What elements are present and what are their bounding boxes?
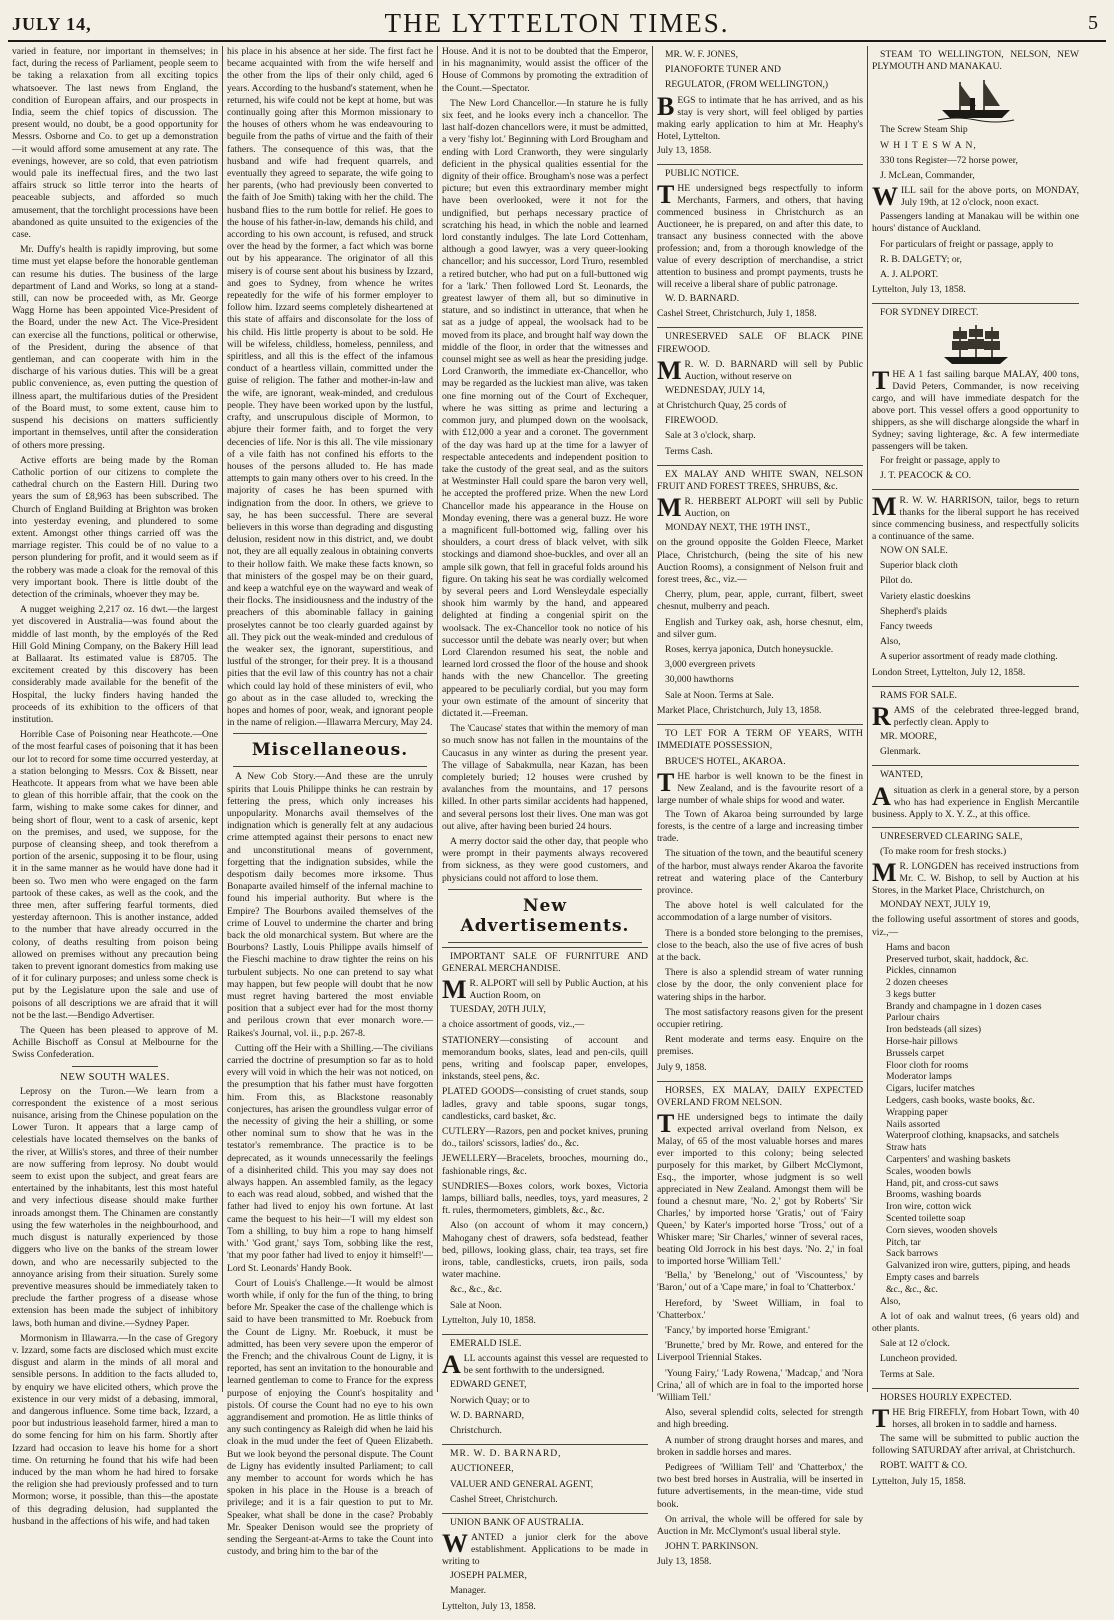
advert-barnard-auctioneer xyxy=(442,1444,648,1513)
advert-text: For particulars of freight or passage, apply to xyxy=(880,238,1054,250)
drop-cap: M xyxy=(442,975,467,1005)
advert-body: EGS to intimate that he has arrived, and as his stay is very short, will feel obliged by parties making early application to him at Mr. Heaphy's Hotel, Lyttelton. xyxy=(657,94,863,142)
advert-signature: JOHN T. PARKINSON. xyxy=(665,1541,759,1553)
drop-cap: M xyxy=(872,858,897,888)
advert-body: HE A 1 fast sailing barque MALAY, 400 tons, David Peters, Commander, is now receiving cargo, and will have immediate despatch for the above port. This vessel offers a good opportunity to shippers, as she will discharge alongside the wharf in Sydney; saving lighterage, &c. A few intermediate passengers will be taken. xyxy=(872,368,1079,452)
drop-cap: R xyxy=(872,702,891,732)
goods-list-item: Horse-hair pillows xyxy=(886,1036,958,1048)
advert-title: HORSES HOURLY EXPECTED. xyxy=(880,1391,1012,1403)
advert-harrison-tailor xyxy=(872,489,1079,686)
advert-clearing-sale xyxy=(872,827,1079,1388)
goods-list-item: Iron wire, cotton wick xyxy=(886,1201,972,1213)
article-paragraph: A nugget weighing 2,217 oz. 16 dwt.—the largest yet discovered in Australia—was found about the middle of last month, by the employés of the Red Hill Gold Mining Company, on the Bakery Hill lead at Ballaarat. Its estimated value is £8705. The excitement created by this discovery has been considerably made available for the benefit of the Hospital, the lucky finders having handed the proceeds of its exhibition to the officers of that institution. xyxy=(12,604,218,725)
advert-emerald-isle xyxy=(442,1334,648,1444)
advert-text: Terms Cash. xyxy=(665,445,713,457)
drop-cap: T xyxy=(872,365,890,395)
goods-list-item: 3 kegs butter xyxy=(886,988,936,1000)
advert-signature: Manager. xyxy=(450,1585,486,1597)
article-paragraph: Mr. Duffy's health is rapidly improving, but some time must yet elapse before the honorable gentleman can resume his duties. The business of the large department of Land and Works, so long at a stand-still, can now be proceeded with, as Mr. George Wagg Horne has been appointed Vice-President of the Board, under the new Act. The Vice-President can exercise all the functions, political or otherwise, of the President, during the absence of that gentleman, and can cooperate with him in the discharge of his various duties. This will be a great public convenience, as, even putting the question of illness apart, the multifarious duties of the President of the Board must, to some extent, cause him to suspend his decisions on matters sufficiently important in themselves, until after the consideration of others more pressing. xyxy=(12,244,218,451)
ship-name: W H I T E S W A N, xyxy=(880,139,977,151)
steamship-icon xyxy=(936,76,1016,122)
article-paragraph: Active efforts are being made by the Roman Catholic portion of our citizens to complete the cathedral church on the Eastern Hill. During two years the sum of £8,963 has been subscribed. The Church of England Building at Brighton was broken into yesterday evening, and plundered to some extent. Amongst other things carried off was the marriage register. This could be of no value to a person plundering for profit, and it would seem as if the robbery was made a cloak for the removal of this very important book. There is little doubt of the detection of the criminals, whoever they may be. xyxy=(12,454,218,600)
divider xyxy=(233,733,427,734)
drop-cap: B xyxy=(657,91,675,121)
advert-body: HE undersigned begs respectfully to inform Merchants, Farmers, and others, that having commenced business in Christchurch as an Auctioneer, he is prepared, on and after this date, to transact any business connected with the above profession; and, from a thorough knowledge of the value of every description of merchandise, a strict attention to business and prompt payments, trusts he will receive a liberal share of public patronage. xyxy=(657,183,863,291)
advert-text: Sale at Noon. Terms at Sale. xyxy=(665,689,774,701)
advert-date: TUESDAY, 20TH JULY, xyxy=(450,1004,546,1016)
advert-text: PIANOFORTE TUNER AND xyxy=(665,64,781,76)
drop-cap: M xyxy=(657,493,682,523)
article-paragraph: The 'Caucase' states that within the memory of man so much snow has not fallen in the mountains of the Caucasus in any winter as during the present year. The village of Sabakmulla, near Kazan, has been completely buried; 12 houses were crushed by avalanches from the mountains, and 17 persons killed. In other parts similar accidents had happened, and several persons lost their lives. One man was got out alive, after having been buried 24 hours. xyxy=(442,723,648,832)
goods-list-item: Brussels carpet xyxy=(886,1047,945,1059)
section-heading-miscellaneous: Miscellaneous. xyxy=(251,740,409,761)
article-paragraph: A New Cob Story.—And these are the unruly spirits that Louis Philippe thinks he can restrain by fettering the press, which only increases his unpopularity. Monarchs avail themselves of the indignation which is generally felt at any audacious crime attempted against their persons to enact new and unconstitutional means of government, forgetting that the indignation subsides, while the despotism daily becomes more irksome. Thus Bonaparte availed himself of the infernal machine to found his imperial authority. But where is the Empire? The Bourbons availed themselves of the crime of Louvel to undermine the charter and bring back the old monarchical system. But where are the Bourbons? Lastly, Louis Philippe avails himself of the Fieschi machine to draw tighter the reins on his turbulent subjects. No one can pretend to say what may happen, but few people will doubt that he now must regret having bartered the most enviable position that a subject ever had for the most thorny and perilous crown that ever monarch wore.—Raikes's Journal, vol. ii., p.p. 267-8. xyxy=(227,771,433,1039)
advert-text: on the ground opposite the Golden Fleece, Market Place, Christchurch, (being the site of his new Auction Rooms), a consignment of Nelson fruit and forest trees, &c., viz.— xyxy=(657,537,863,586)
column-grid xyxy=(8,46,1106,1612)
advert-text: Hereford, by 'Sweet William, in foal to 'Chatterbox.' xyxy=(657,1297,863,1321)
advert-text: On arrival, the whole will be offered for sale by Auction in Mr. McClymont's usual liberal style. xyxy=(657,1513,863,1538)
goods-list-item: Moderator lamps xyxy=(886,1071,952,1083)
advert-title: HORSES, EX MALAY, DAILY EXPECTED OVERLAND FROM NELSON. xyxy=(657,1084,863,1108)
article-paragraph: Horrible Case of Poisoning near Heathcote.—One of the most fearful cases of poisoning that it has been our lot to record for some time occurred yesterday, at a station belonging to Messrs. Cox & Bissett, near Heathcote. It appears from what we have been able to glean of this horrible affair, that the cook on the farm, wishing to make some cakes for dinner, and being short of flour, went to a cask of arsenic, kept on the premises, and used, we suppose, for the purpose of cleansing sheep, and took therefrom a portion of the arsenic, supposing it to be flour, using it in the same manner as he would have done had it been so. Two men who were engaged on the farm partook of these cakes, as well as the cook, and the three men, after suffering fearful torments, died yesterday afternoon. This is another instance, added to the number that have already occurred in the colony, of deaths resulting from poison being allowed on premises without any precaution being taken to prevent ignorant domestics from making use of it for culinary purposes; and unless some check is put by the Legislature upon the sale and use of poisons of all descriptions we are afraid that it will not be the last.—Bendigo Advertiser. xyxy=(12,729,218,1021)
drop-cap: M xyxy=(872,492,897,522)
goods-list-item: Pickles, cinnamon xyxy=(886,965,957,977)
advert-text: A number of strong draught horses and mares, and broken in saddle horses and mares. xyxy=(657,1434,863,1458)
advert-body: R. W. D. BARNARD will sell by Public Auction, without reserve on xyxy=(684,358,863,382)
advert-date: WEDNESDAY, JULY 14, xyxy=(665,384,765,396)
drop-cap: A xyxy=(872,781,891,811)
advert-text: Terms at Sale. xyxy=(880,1368,935,1380)
advert-text: Sale at 12 o'clock. xyxy=(880,1338,950,1350)
advert-body: HE Brig FIREFLY, from Hobart Town, with 40 horses, all broken in to saddle and harness. xyxy=(892,1407,1079,1431)
advert-item: Roses, kerrya japonica, Dutch honeysuckle. xyxy=(665,644,834,656)
advert-title: UNION BANK OF AUSTRALIA. xyxy=(450,1516,584,1528)
advert-text: at Christchurch Quay, 25 cords of xyxy=(657,400,787,412)
article-paragraph: House. And it is not to be doubted that the Emperor, in his magnanimity, would assist the officer of the House of Commons by promoting the extradition of the Count.—Spectator. xyxy=(442,46,648,94)
advert-text: REGULATOR, (FROM WELLINGTON,) xyxy=(665,79,829,91)
advert-signature: JOSEPH PALMER, xyxy=(450,1570,527,1582)
advert-body: R. ALPORT will sell by Public Auction, at his Auction Room, on xyxy=(469,978,648,1002)
advert-item: Superior black cloth xyxy=(880,560,958,572)
goods-list-item: Preserved turbot, skait, haddock, &c. xyxy=(886,953,1029,965)
advert-text: 330 tons Register—72 horse power, xyxy=(880,154,1018,166)
advert-title: FOR SYDNEY DIRECT. xyxy=(880,307,979,319)
drop-cap: T xyxy=(872,1404,890,1434)
advert-title: EX MALAY AND WHITE SWAN, NELSON FRUIT AND FOREST TREES, SHRUBS, &c. xyxy=(657,468,863,493)
advert-title: STEAM TO WELLINGTON, NELSON, NEW PLYMOUTH AND MANAKAU. xyxy=(872,49,1079,73)
page-number: 5 xyxy=(1088,12,1098,34)
advert-title: RAMS FOR SALE. xyxy=(880,689,958,701)
goods-list-item: Floor cloth for rooms xyxy=(886,1059,969,1071)
advert-item: JEWELLERY—Bracelets, brooches, mourning do., fashionable rings, &c. xyxy=(442,1153,648,1177)
drop-cap: A xyxy=(442,1350,461,1380)
advert-text: Luncheon provided. xyxy=(880,1353,958,1365)
goods-list-item: Sack barrows xyxy=(886,1248,938,1260)
advert-text: The above hotel is well calculated for the accommodation of a large number of visitors. xyxy=(657,900,863,924)
advert-body: LL accounts against this vessel are requested to be sent forthwith to the undersigned. xyxy=(463,1353,648,1377)
advert-item: Pilot do. xyxy=(880,575,913,587)
advert-text: Cashel Street, Christchurch. xyxy=(450,1493,558,1505)
goods-list-item: Corn sieves, wooden shovels xyxy=(886,1224,998,1236)
goods-list-item: Wrapping paper xyxy=(886,1106,948,1118)
goods-list-item: Cigars, lucifer matches xyxy=(886,1083,975,1095)
advert-text: 'Brunette,' bred by Mr. Rowe, and entered for the Liverpool Triennial Stakes. xyxy=(657,1340,863,1364)
advert-sydney-direct xyxy=(872,303,1079,489)
drop-cap: W xyxy=(442,1529,468,1559)
goods-list xyxy=(872,942,1079,1296)
advert-dateline: July 13, 1858. xyxy=(657,1556,712,1568)
article-paragraph: The New Lord Chancellor.—In stature he is fully six feet, and he looks every inch a chancellor. The last half-dozen chancellors were, it must be admitted, a very 'fishy lot.' Beginning with Lord Brougham and ending with Lord Cranworth, they were singularly deficient in the physical qualities essential for the dignity of their office. Brougham's nose was a perfect picture; but even this extraordinary member might have been overlooked, were it not for the undignified, but perhaps necessary practice of scratching his head, in which the noble and learned lord constantly indulges. The late Lord Cottenham, although a good lawyer, was a very queer-looking chancellor; and his successor, Lord Truro, resembled a retired butcher, who had put on a full-buttoned wig for a 'lark.' Then followed Lord St. Leonards, the greatest lawyer of them all, but so diminutive in stature, and so indistinct in utterance, that when he sat as a judge of appeal, the woolsack had to be moved from its place, and brought half way down the middle of the floor, in order that the witnesses and counsel might see as well as hear the presiding judge. Lord Cranworth, the immediate ex-Chancellor, who may be regarded as the luckiest man alive, was taken one fine morning out of the Court of Exchequer, where he was sitting as prime and lecturing a common jury, and plumped down on the woolsack, with £12,000 a year and a coronet. The government of the day was hard up at the time for a lawyer of respectable antecedents and independent position to take the custody of the great seal, and as the suitors at Westminster Hall could spare the baron very well, he accepted the proffered prize. When the new Lord Chancellor made his appearance in the House on Monday evening, there was a general buzz. He wore a magnificent full-bottomed wig, falling over his shoulders, a court dress of black velvet, with silk stockings and diamond shoe-buckles, and over all an ample silk gown, that fell in graceful folds around his figure. On taking his seat he was cordially welcomed by several peers and Lord Wensleydale especially shook him warmly by the hand, and appeared delighted at finding a congenial spirit on the woolsack. The ex-Chancellor took no notice of his successor until the debate was nearly over; but when Lord Clarendon resumed his seat, the noble and learned lord crossed the floor of the house and shook hands with the new Chancellor. The greeting appeared to be peculiarly cordial, but you may form your own estimate of the amount of sincerity that dictated it.—Freeman. xyxy=(442,97,648,719)
advert-text: For freight or passage, apply to xyxy=(880,454,1000,466)
goods-list-item: 2 dozen cheeses xyxy=(886,977,948,989)
advert-signature: R. B. DALGETY; or, xyxy=(880,253,962,265)
advert-text: 'Bella,' by 'Benelong,' out of 'Viscountess,' by 'Baron,' out of a 'Cape mare,' in foal to 'Chatterbox.' xyxy=(657,1270,863,1294)
advert-title: MR. W. D. BARNARD, xyxy=(450,1448,562,1460)
advert-body: situation as clerk in a general store, by a person who has had experience in English Mercantile business. Apply to X. Y. Z., at this office. xyxy=(872,784,1079,820)
advert-date: MONDAY NEXT, JULY 19, xyxy=(880,899,991,911)
advert-title: UNRESERVED CLEARING SALE, xyxy=(880,830,1023,842)
goods-list-item: Hams and bacon xyxy=(886,941,950,953)
advert-dateline: Market Place, Christchurch, July 13, 1858. xyxy=(657,704,822,716)
advert-rams-for-sale xyxy=(872,686,1079,766)
goods-list-item: Parlour chairs xyxy=(886,1012,940,1024)
advert-text: The same will be submitted to public auction the following SATURDAY after arrival, at Christchurch. xyxy=(872,1433,1079,1457)
advert-date: MONDAY NEXT, THE 19TH INST., xyxy=(665,522,811,534)
advert-body: ANTED a junior clerk for the above establishment. Applications to be made in writing to xyxy=(442,1532,648,1568)
article-paragraph: his place in his absence at her side. The first fact he became acquainted with from the wife herself and the other from the lips of their only child, aged 6 years. According to the husband's statement, when he returned, his wife could not be kept at home, but was continually going after this Mormon missionary to the houses of others whom he was endeavouring to beguile from the paths of virtue and the faith of their fathers. The consequence of this was, that the husband and wife had frequent quarrels, and eventually they agreed to separate, the wife going to her parents, (who had previously been converted to the faith of Joe Smith) taking with her the child. The husband flies to the rum bottle for relief. He goes to the house of his father-in-law, demands his child, and according to his own account, is refused, and struck over the head by the former, a fact which was borne out by his appearance. The originator of all this misery is of course sent about his business by Izzard, and goes to Sydney, from whence he writes repeatedly for the wife of his former employer to follow him. Izzard seems completely disheartened at this state of affairs and disconsolate for the loss of his child. His little property is about to be sold. He will be wifeless, childless, homeless, penniless, and spiritless, and all this is the effect of the infamous conduct of a heartless villain, committed under the guise of religion. The father and mother-in-law and the wife, are ignorant, weak-minded, and credulous people. They have been worked upon by the lustful, crafty, and unscrupulous disciple of Mormon, to abjure their former faith, and to forget the very decencies of life. Nor is this all. The vile missionary of a vile faith has not confined his efforts to the houses of the persons alluded to. He has made attempts to gain many others over to his creed. In the majority of cases he has been spurned with indignation from the door. In others, we grieve to say, he has been successful. There are several believers in this worse than degrading and disgusting delusion, resident now in this district, and, we doubt not, they are all equally zealous in obtaining converts to their hollow faith. We make these facts known, so that ministers of the gospel may be on their guard, and keep a watchful eye on the wayward and weak of their flocks. The insidiousness and the industry of the preachers of this abominable fallacy in gaining proselytes cannot be too clearly guarded against by all. They pick out the weak-minded and credulous of the weaker sex, the ignorant, superstitious, and lustful of the stronger, for their prey. It is a thousand pities that the evil law of this country has not a chair which could lay hold of these ministers of evil, who go about as in the case alluded to, wrecking the hopes and homes of poor, weak, and ignorant people in the name of religion.—Illawarra Mercury, May 24. xyxy=(227,46,433,729)
column-2 xyxy=(223,46,438,1558)
advert-dateline: London Street, Lyttelton, July 12, 1858. xyxy=(872,666,1026,678)
column-5 xyxy=(868,46,1083,1487)
advert-signature: Norwich Quay; or to xyxy=(450,1394,530,1406)
goods-list-item: &c., &c., &c. xyxy=(886,1283,938,1295)
goods-list-item: Galvanized iron wire, gutters, piping, and heads xyxy=(886,1260,1071,1272)
advert-text: The Screw Steam Ship xyxy=(880,124,968,136)
advert-text: A superior assortment of ready made clothing. xyxy=(880,651,1058,663)
advert-title: MR. W. F. JONES, xyxy=(665,49,739,60)
advert-firewood-sale xyxy=(657,327,863,464)
advert-signature: W. D. BARNARD. xyxy=(665,293,740,305)
advert-body: R. LONGDEN has received instructions from Mr. C. W. Bishop, to sell by Auction at his Stores, in the Market Place, Christchurch, on xyxy=(872,861,1079,897)
advert-signature: EDWARD GENET, xyxy=(450,1379,527,1391)
advert-text: FIREWOOD. xyxy=(665,415,719,427)
advert-text: Sale at Noon. xyxy=(450,1299,502,1311)
advert-subheading: NOW ON SALE. xyxy=(880,545,948,557)
goods-list-item: Straw hats xyxy=(886,1142,927,1154)
advert-signature: Glenmark. xyxy=(880,746,921,758)
advert-item: Shepherd's plaids xyxy=(880,605,948,617)
advert-dateline: Lyttelton, July 13, 1858. xyxy=(442,1600,536,1612)
article-paragraph: A merry doctor said the other day, that people who were prompt in their payments always recovered from sickness, as they were good customers, and physicians could not afford to lose them. xyxy=(442,836,648,884)
advert-title: EMERALD ISLE. xyxy=(450,1338,522,1350)
advert-signature: ROBT. WAITT & CO. xyxy=(880,1460,968,1472)
advert-dateline: Lyttelton, July 15, 1858. xyxy=(872,1475,966,1487)
advert-item: Variety elastic doeskins xyxy=(880,590,971,602)
goods-list-item: Scales, wooden bowls xyxy=(886,1165,971,1177)
advert-text: Passengers landing at Manakau will be within one hours' distance of Auckland. xyxy=(872,211,1079,235)
advert-signature: Christchurch. xyxy=(450,1424,502,1436)
section-heading-new-advertisements: New Advertisements. xyxy=(460,895,630,936)
advert-title: UNRESERVED SALE OF BLACK PINE FIREWOOD. xyxy=(657,331,863,355)
goods-list-item: Hand, pit, and cross-cut saws xyxy=(886,1177,999,1189)
advert-steam-white-swan xyxy=(872,46,1079,303)
advert-text: &c., &c., &c. xyxy=(450,1284,502,1296)
advert-text: There is also a splendid stream of water running close by the door, the only convenient place for watering ships in the harbor. xyxy=(657,967,863,1003)
advert-dateline: Cashel Street, Christchurch, July 1, 1858. xyxy=(657,308,817,320)
issue-date: JULY 14, xyxy=(12,14,92,34)
sailing-ship-icon xyxy=(938,323,1014,367)
advert-jones-piano-tuner xyxy=(657,46,863,164)
advert-signature: MR. MOORE, xyxy=(880,731,937,743)
advert-dateline: Lyttelton, July 13, 1858. xyxy=(872,284,966,296)
advert-subtitle: BRUCE'S HOTEL, AKAROA. xyxy=(665,755,786,767)
article-paragraph: Court of Louis's Challenge.—It would be almost worth while, if only for the fun of the thing, to bring before Mr. Speaker the case of the challenge which is said to have been transmitted to Mr. Roebuck from the Count de Ligny. Mr. Roebuck, it must be admitted, has been very severe upon the emperor of the French; and the chivalrous Count de Ligny, it is reported, has sent an invitation to the honourable and learned gentleman to come to France for the express purpose of enjoying the Count's hospitality and pistols. Of course the Count had no eye to his own aggrandisement and promotion. He as little thinks of any such contingency as Raleigh did when he laid his cloak in the mud under the feet of Queen Elizabeth. But we look beyond the personal dispute. The Count de Ligny has evidently insulted Parliament; to call any member to account for words which he has spoken in his place in the House is a breach of privilege; and it is a fair question to put to Mr. Speaker, what shall be done in the case? Probably Mr. Speaker Denison would see the propriety of sending the Sergeant-at-Arms to take the Count into custody, and bring him to the bar of the xyxy=(227,1277,433,1558)
goods-list-item: Brooms, washing boards xyxy=(886,1189,982,1201)
advert-signature: J. T. PEACOCK & CO. xyxy=(880,469,972,481)
advert-text: A lot of oak and walnut trees, (6 years old) and other plants. xyxy=(872,1310,1079,1335)
masthead xyxy=(8,6,1106,42)
advert-text: 'Fancy,' by imported horse 'Emigrant.' xyxy=(665,1324,810,1336)
advert-item: Fancy tweeds xyxy=(880,621,933,633)
advert-text: The situation of the town, and the beautiful scenery of the harbor, must always render Akaroa the favorite retreat and watering place of the Canterbury province. xyxy=(657,848,863,896)
advert-text: 'Young Fairy,' 'Lady Rowena,' 'Madcap,' and 'Nora Crina,' all of which are in foal to the imported horse 'William Tell.' xyxy=(657,1367,863,1403)
drop-cap: T xyxy=(657,767,675,797)
advert-body: R. W. W. HARRISON, tailor, begs to return thanks for the liberal support he has received since commencing business, and respectfully solicits a continuance of the same. xyxy=(872,495,1079,543)
advert-bruces-hotel xyxy=(657,724,863,1081)
advert-signature: W. D. BARNARD, xyxy=(450,1409,525,1421)
section-heading: NEW SOUTH WALES. xyxy=(60,1071,170,1083)
column-1 xyxy=(8,46,223,1527)
advert-subtitle: (To make room for fresh stocks.) xyxy=(880,845,1007,857)
divider xyxy=(72,1066,158,1067)
drop-cap: M xyxy=(657,355,682,385)
advert-union-bank xyxy=(442,1513,648,1620)
advert-text: Rent moderate and terms easy. Enquire on the premises. xyxy=(657,1034,863,1058)
advert-text: Also, several splendid colts, selected for strength and high breeding. xyxy=(657,1407,863,1431)
goods-list-item: Iron bedsteads (all sizes) xyxy=(886,1024,982,1036)
advert-text: Also, xyxy=(880,1295,901,1307)
advert-body: R. HERBERT ALPORT will sell by Public Auction, on xyxy=(684,496,863,520)
article-paragraph: Cutting off the Heir with a Shilling.—The civilians carried the doctrine of presumption so far as to hold every will void in which the heir was not noticed, on the presumption that his father must have forgotten him. From this, as Blackstone reasonably conjectures, has arisen the groundless vulgar error of the necessity of giving the heir a shilling, or some other nominal sum to show that he was in the testator's remembrance. The practice is to be deprecated, as it wounds unnecessarily the feelings of a disinherited child. This you may say does not always happen. An assembled family, as the legacy to each was read aloud, sobbed, and wished that the father had lived to enjoy his own fortune. At last came the bequest to his heir—'I will my eldest son Tom a shilling, to buy him a rope to hang himself with.' 'God grant,' says Tom, sobbing like the rest, 'that my poor father had lived to enjoy it himself!'—Lord St. Leonards' Handy Book. xyxy=(227,1042,433,1274)
advert-body: HE undersigned begs to intimate the daily expected arrival overland from Nelson, ex Malay, of 65 of the most valuable horses and mares ever imported to this colony; being selected purposely for this market, by Gilbert McClymont, Esq., the importer, whose judgment is so well appreciated in New Zealand. Amongst them will be found a chesnut mare, 'No. 2,' got by Roberts' 'Sir Charles,' by imported horse 'Gratis,' out of 'Fairy Queen,' by Kater's imported horse 'Tross,' out of a Whisker mare; 'Sir Charles,' winner of several races, beating Old Jorrock in his best days. 'No. 2,' in foal to imported horse 'William Tell.' xyxy=(657,1112,863,1268)
advert-item: SUNDRIES—Boxes colors, work boxes, Victoria lamps, billiard balls, needles, toys, yard measures, 2 ft. rules, thermometers, gimblets, &c., &c. xyxy=(442,1180,648,1217)
divider xyxy=(448,942,642,943)
advert-text: Also, xyxy=(880,636,901,648)
advert-body: ILL sail for the above ports, on MONDAY, July 19th, at 12 o'clock, noon exact. xyxy=(901,185,1079,209)
advert-nelson-trees xyxy=(657,465,863,724)
advert-text: a choice assortment of goods, viz.,— xyxy=(442,1019,585,1031)
goods-list-item: Brandy and champagne in 1 dozen cases xyxy=(886,1000,1042,1012)
advert-horses-ex-malay xyxy=(657,1081,863,1576)
column-3 xyxy=(438,46,653,1612)
advert-dateline: July 13, 1858. xyxy=(657,144,712,156)
article-paragraph: varied in feature, nor important in themselves; in fact, during the recess of Parliament, people seem to be taking a relaxation from all exciting topics whatsoever. The last news from England, the condition of European affairs, and our prospects in India, seem the chief topics of discussion. The present would, no doubt, be a good opportunity for Messrs. Osborne and Co. to get up a demonstration—it would afford some amusement at any rate. The evenings, however, are so cold, that even patriotism would pale its ineffectual fires, and the two last affairs struck so little terror into the hearts of peaceable subjects, and afforded so much amusement, that the torchlight processions have been abandoned as quite unsuited to the exigencies of the case. xyxy=(12,46,218,241)
advert-item: CUTLERY—Razors, pen and pocket knives, pruning do., tailors' scissors, ladies' do., &c. xyxy=(442,1126,648,1150)
advert-text: The most satisfactory reasons given for the present occupier retiring. xyxy=(657,1006,863,1030)
advert-item: 3,000 evergreen privets xyxy=(665,659,756,671)
advert-text: J. McLean, Commander, xyxy=(880,170,975,182)
goods-list-item: Nails assorted xyxy=(886,1118,941,1130)
advert-dateline: July 9, 1858. xyxy=(657,1061,707,1073)
advert-title: PUBLIC NOTICE. xyxy=(665,167,740,179)
article-paragraph: Mormonism in Illawarra.—In the case of Gregory v. Izzard, some facts are disclosed which must excite disgust and alarm in the minds of all moral and sensible persons. In addition to the facts alluded to, by enquiry we have elicited others, which prove the existence in our very midst of a debasing, immoral, and dangerous influence. Some time back, Izzard, a poor but industrious leasehold farmer, hired a man to do some fencing for him on his farm. Shortly after Izzard had occasion to leave his home for a short time. On returning he found that his wife had been induced by the man whom he had hired to forsake the religion she had previously professed and to turn Mormon; worse, it possible, than this—the apostate of this degrading delusion, had supplanted the husband in the affections of his wife, and had taken xyxy=(12,1332,218,1527)
drop-cap: T xyxy=(657,180,675,210)
goods-list-item: Ledgers, cash books, waste books, &c. xyxy=(886,1095,1035,1107)
column-4 xyxy=(653,46,868,1568)
advert-text: Sale at 3 o'clock, sharp. xyxy=(665,430,756,442)
drop-cap: W xyxy=(872,182,898,212)
advert-public-notice xyxy=(657,164,863,328)
advert-text: VALUER AND GENERAL AGENT, xyxy=(450,1478,594,1490)
goods-list-item: Pitch, tar xyxy=(886,1236,921,1248)
advert-body: AMS of the celebrated three-legged brand, perfectly clean. Apply to xyxy=(893,705,1079,729)
advert-text: Also (on account of whom it may concern,) Mahogany chest of drawers, sofa bedstead, feather bed, pillows, looking glass, chair, tea trays, set fire irons, table, candlesticks, cruets, iron pails, soda water machine. xyxy=(442,1220,648,1281)
article-paragraph: The Queen has been pleased to approve of M. Achille Bischoff as Consul at Melbourne for the Swiss Confederation. xyxy=(12,1025,218,1061)
newspaper-title: THE LYTTELTON TIMES. xyxy=(384,8,730,38)
advert-item: STATIONERY—consisting of account and memorandum books, slates, lead and pen-cils, quill pens, writing and foolscap paper, envelopes, inkstands, steel pens, &c. xyxy=(442,1034,648,1083)
advert-signature: A. J. ALPORT. xyxy=(880,269,939,281)
advert-item: Cherry, plum, pear, apple, currant, filbert, sweet chesnut, mulberry and peach. xyxy=(657,589,863,613)
advert-text: Pedigrees of 'William Tell' and 'Chatterbox,' the two best bred horses in Australia, will be inserted in future advertisements, in the mean-time, vide stud book. xyxy=(657,1462,863,1510)
drop-cap: T xyxy=(657,1109,675,1139)
advert-text: The Town of Akaroa being surrounded by large forests, is the centre of a large and increasing timber trade. xyxy=(657,808,863,845)
goods-list-item: Waterproof clothing, knapsacks, and satchels xyxy=(886,1130,1059,1142)
advert-item: English and Turkey oak, ash, horse chesnut, elm, and silver gum. xyxy=(657,616,863,640)
advert-title: WANTED, xyxy=(880,769,923,781)
advert-horses-hourly-expected xyxy=(872,1388,1079,1495)
advert-text: There is a bonded store belonging to the premises, close to the beach, also the use of five acres of bush at the back. xyxy=(657,927,863,963)
divider xyxy=(448,889,642,890)
goods-list-item: Carpenters' and washing baskets xyxy=(886,1154,1011,1166)
advert-text: the following useful assortment of stores and goods, viz.,— xyxy=(872,914,1079,938)
advert-title: TO LET FOR A TERM OF YEARS, WITH IMMEDIATE POSSESSION, xyxy=(657,728,863,752)
advert-body: HE harbor is well known to be the finest in New Zealand, and is the favourite resort of a large number of whale ships for wood and water. xyxy=(657,770,863,806)
advert-item: 30,000 hawthorns xyxy=(665,674,734,686)
goods-list-item: Scented toilette soap xyxy=(886,1213,966,1225)
advert-item: PLATED GOODS—consisting of cruet stands, soup ladles, gravy and table spoons, sugar tongs, candlesticks, card basket, &c. xyxy=(442,1086,648,1122)
advert-wanted-clerk xyxy=(872,765,1079,826)
goods-list-item: Empty cases and barrels xyxy=(886,1272,979,1284)
advert-dateline: Lyttelton, July 10, 1858. xyxy=(442,1314,536,1326)
advert-furniture-sale xyxy=(442,947,648,1334)
advert-title: IMPORTANT SALE OF FURNITURE AND GENERAL MERCHANDISE. xyxy=(442,950,648,975)
divider xyxy=(233,766,427,767)
article-paragraph: Leprosy on the Turon.—We learn from a correspondent the existence of a most serious nuisance, arising from the Chinese population on the Lower Turon. It appears that a large camp of celestials have located themselves on the banks of the river, at Willis's stores, and three of their number are now suffering from leprosy. No doubt would seem to exist upon the subject, and great fears are entertained by the inhabitants, lest this most hateful and very infectious disease should make further inroads amongst them. The Chinamen are constantly using the few waterholes in the neighbourhood, and much disgust is naturally experienced by those diggers who live on the banks of the stream lower down, and who are necessarily subjected to the annoyance arising from their situation. Surely some preventive measures should be immediately taken to preclude the farther progress of a disease whose extension has been made the subject of inhibitory laws, both human and divine.—Sydney Paper. xyxy=(12,1085,218,1329)
advert-text: AUCTIONEER, xyxy=(450,1463,514,1475)
